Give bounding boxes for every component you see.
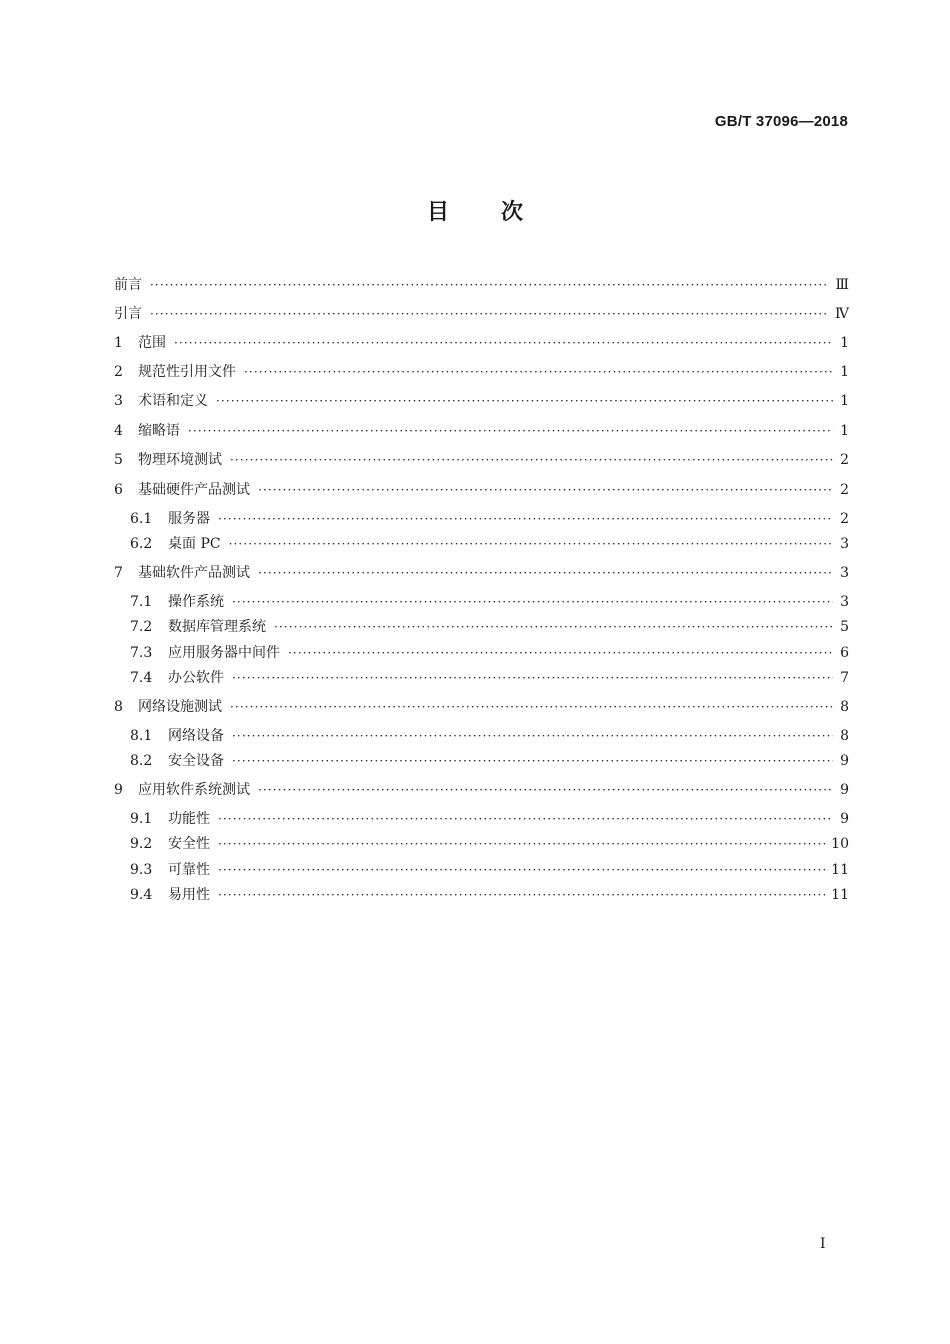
toc-entry-label: 物理环境测试 bbox=[138, 452, 222, 468]
toc-entry-number: 8 bbox=[114, 699, 123, 715]
toc-entry-label: 术语和定义 bbox=[138, 393, 208, 409]
toc-entry[interactable] bbox=[130, 809, 849, 829]
toc-entry-page: 9 bbox=[840, 753, 849, 769]
toc-entry-page: 2 bbox=[840, 511, 849, 527]
toc-entry-page: 10 bbox=[831, 836, 849, 852]
toc-leader-dots bbox=[244, 362, 833, 382]
toc-entry-label: 缩略语 bbox=[138, 423, 180, 439]
toc-entry-label: 安全性 bbox=[168, 836, 210, 852]
toc-leader-dots bbox=[232, 592, 833, 612]
toc-leader-dots bbox=[258, 780, 833, 800]
toc-entry-label: 可靠性 bbox=[168, 862, 210, 878]
toc-entry-page: 7 bbox=[840, 670, 849, 686]
toc-entry-number: 9.4 bbox=[130, 887, 153, 903]
toc-entry-page: Ⅲ bbox=[835, 277, 849, 293]
toc-entry[interactable] bbox=[114, 563, 849, 583]
toc-entry[interactable] bbox=[114, 421, 849, 441]
toc-leader-dots bbox=[258, 480, 833, 500]
toc-leader-dots bbox=[216, 391, 833, 411]
toc-entry-label: 规范性引用文件 bbox=[138, 364, 236, 380]
toc-entry[interactable] bbox=[130, 509, 849, 529]
page-title bbox=[0, 195, 950, 226]
toc-entry-number: 2 bbox=[114, 364, 123, 380]
toc-entry[interactable] bbox=[130, 668, 849, 688]
toc-entry-number: 7 bbox=[114, 565, 123, 581]
toc-entry-page: 9 bbox=[840, 782, 849, 798]
toc-entry-label: 范围 bbox=[138, 335, 166, 351]
toc-leader-dots bbox=[232, 726, 833, 746]
toc-entry-page: 1 bbox=[840, 423, 849, 439]
toc-leader-dots bbox=[274, 617, 833, 637]
toc-entry-number: 8.1 bbox=[130, 728, 153, 744]
toc-entry-number: 3 bbox=[114, 393, 123, 409]
toc-entry-number: 9.1 bbox=[130, 811, 153, 827]
toc-entry-label: 网络设施测试 bbox=[138, 699, 222, 715]
toc-entry[interactable] bbox=[114, 697, 849, 717]
toc-entry-label: 安全设备 bbox=[168, 753, 224, 769]
toc-entry-page: 6 bbox=[840, 645, 849, 661]
toc-entry[interactable] bbox=[130, 617, 849, 637]
toc-leader-dots bbox=[288, 643, 833, 663]
toc-entry-number: 8.2 bbox=[130, 753, 153, 769]
toc-entry-number: 9.3 bbox=[130, 862, 153, 878]
page-number: I bbox=[820, 1236, 826, 1252]
toc-entry-page: 1 bbox=[840, 335, 849, 351]
toc-entry-label: 基础硬件产品测试 bbox=[138, 482, 250, 498]
toc-entry-page: 8 bbox=[840, 728, 849, 744]
toc-entry[interactable] bbox=[130, 592, 849, 612]
toc-entry[interactable] bbox=[114, 391, 849, 411]
toc-entry-page: 2 bbox=[840, 482, 849, 498]
toc-leader-dots bbox=[174, 333, 833, 353]
toc-entry-page: 2 bbox=[840, 452, 849, 468]
toc-entry-page: Ⅳ bbox=[835, 306, 849, 322]
toc-entry[interactable] bbox=[130, 834, 849, 854]
toc-entry-number: 5 bbox=[114, 452, 123, 468]
toc-entry-page: 3 bbox=[840, 536, 849, 552]
toc-entry-number: 7.3 bbox=[130, 645, 153, 661]
toc-entry[interactable] bbox=[130, 860, 849, 880]
toc-entry-number: 7.2 bbox=[130, 619, 153, 635]
toc-entry[interactable] bbox=[130, 643, 849, 663]
toc-leader-dots bbox=[229, 534, 833, 554]
toc-entry-number: 4 bbox=[114, 423, 123, 439]
toc-entry-label: 前言 bbox=[114, 277, 142, 293]
toc-entry[interactable] bbox=[130, 534, 849, 554]
toc-leader-dots bbox=[218, 860, 825, 880]
toc-entry-label: 办公软件 bbox=[168, 670, 224, 686]
toc-entry-label: 操作系统 bbox=[168, 594, 224, 610]
toc-entry-page: 3 bbox=[840, 565, 849, 581]
toc-entry-number: 6.1 bbox=[130, 511, 153, 527]
toc-entry[interactable] bbox=[114, 304, 849, 324]
standard-code: GB/T 37096—2018 bbox=[714, 113, 848, 130]
toc-entry-label: 基础软件产品测试 bbox=[138, 565, 250, 581]
toc-entry-page: 9 bbox=[840, 811, 849, 827]
toc-entry-number: 7.4 bbox=[130, 670, 153, 686]
toc-leader-dots bbox=[150, 275, 829, 295]
toc-entry-page: 3 bbox=[840, 594, 849, 610]
toc-leader-dots bbox=[218, 834, 825, 854]
toc-entry[interactable] bbox=[130, 885, 849, 905]
toc-leader-dots bbox=[232, 668, 833, 688]
toc-entry-page: 11 bbox=[831, 887, 849, 903]
toc-entry[interactable] bbox=[114, 275, 849, 295]
toc-entry[interactable] bbox=[114, 362, 849, 382]
title-char-1: 目 bbox=[426, 200, 449, 225]
toc-entry-number: 6.2 bbox=[130, 536, 153, 552]
toc-entry-number: 9.2 bbox=[130, 836, 153, 852]
toc-entry-label: 数据库管理系统 bbox=[168, 619, 266, 635]
toc-entry-page: 5 bbox=[840, 619, 849, 635]
toc-entry-page: 8 bbox=[840, 699, 849, 715]
toc-leader-dots bbox=[218, 509, 833, 529]
title-char-2: 次 bbox=[501, 200, 524, 225]
toc-leader-dots bbox=[230, 697, 833, 717]
toc-leader-dots bbox=[230, 450, 833, 470]
toc-entry-page: 1 bbox=[840, 364, 849, 380]
toc-entry[interactable] bbox=[130, 751, 849, 771]
toc-entry[interactable] bbox=[114, 450, 849, 470]
toc-leader-dots bbox=[188, 421, 833, 441]
toc-entry-label: 服务器 bbox=[168, 511, 210, 527]
toc-entry-page: 1 bbox=[840, 393, 849, 409]
toc-entry-number: 9 bbox=[114, 782, 123, 798]
toc-entry-label: 应用软件系统测试 bbox=[138, 782, 250, 798]
toc-entry-number: 6 bbox=[114, 482, 123, 498]
toc-entry-page: 11 bbox=[831, 862, 849, 878]
toc-entry-number: 1 bbox=[114, 335, 123, 351]
toc-entry[interactable] bbox=[114, 780, 849, 800]
toc-entry[interactable] bbox=[114, 480, 849, 500]
toc-entry-number: 7.1 bbox=[130, 594, 153, 610]
toc-leader-dots bbox=[218, 885, 825, 905]
toc-entry-label: 网络设备 bbox=[168, 728, 224, 744]
toc-leader-dots bbox=[232, 751, 833, 771]
toc-entry-label: 桌面 PC bbox=[168, 536, 221, 552]
toc-leader-dots bbox=[258, 563, 833, 583]
toc-entry[interactable] bbox=[114, 333, 849, 353]
toc-entry-label: 功能性 bbox=[168, 811, 210, 827]
toc-entry-label: 引言 bbox=[114, 306, 142, 322]
toc-leader-dots bbox=[218, 809, 833, 829]
toc-leader-dots bbox=[150, 304, 829, 324]
toc-entry[interactable] bbox=[130, 726, 849, 746]
toc-entry-label: 易用性 bbox=[168, 887, 210, 903]
toc-entry-label: 应用服务器中间件 bbox=[168, 645, 280, 661]
